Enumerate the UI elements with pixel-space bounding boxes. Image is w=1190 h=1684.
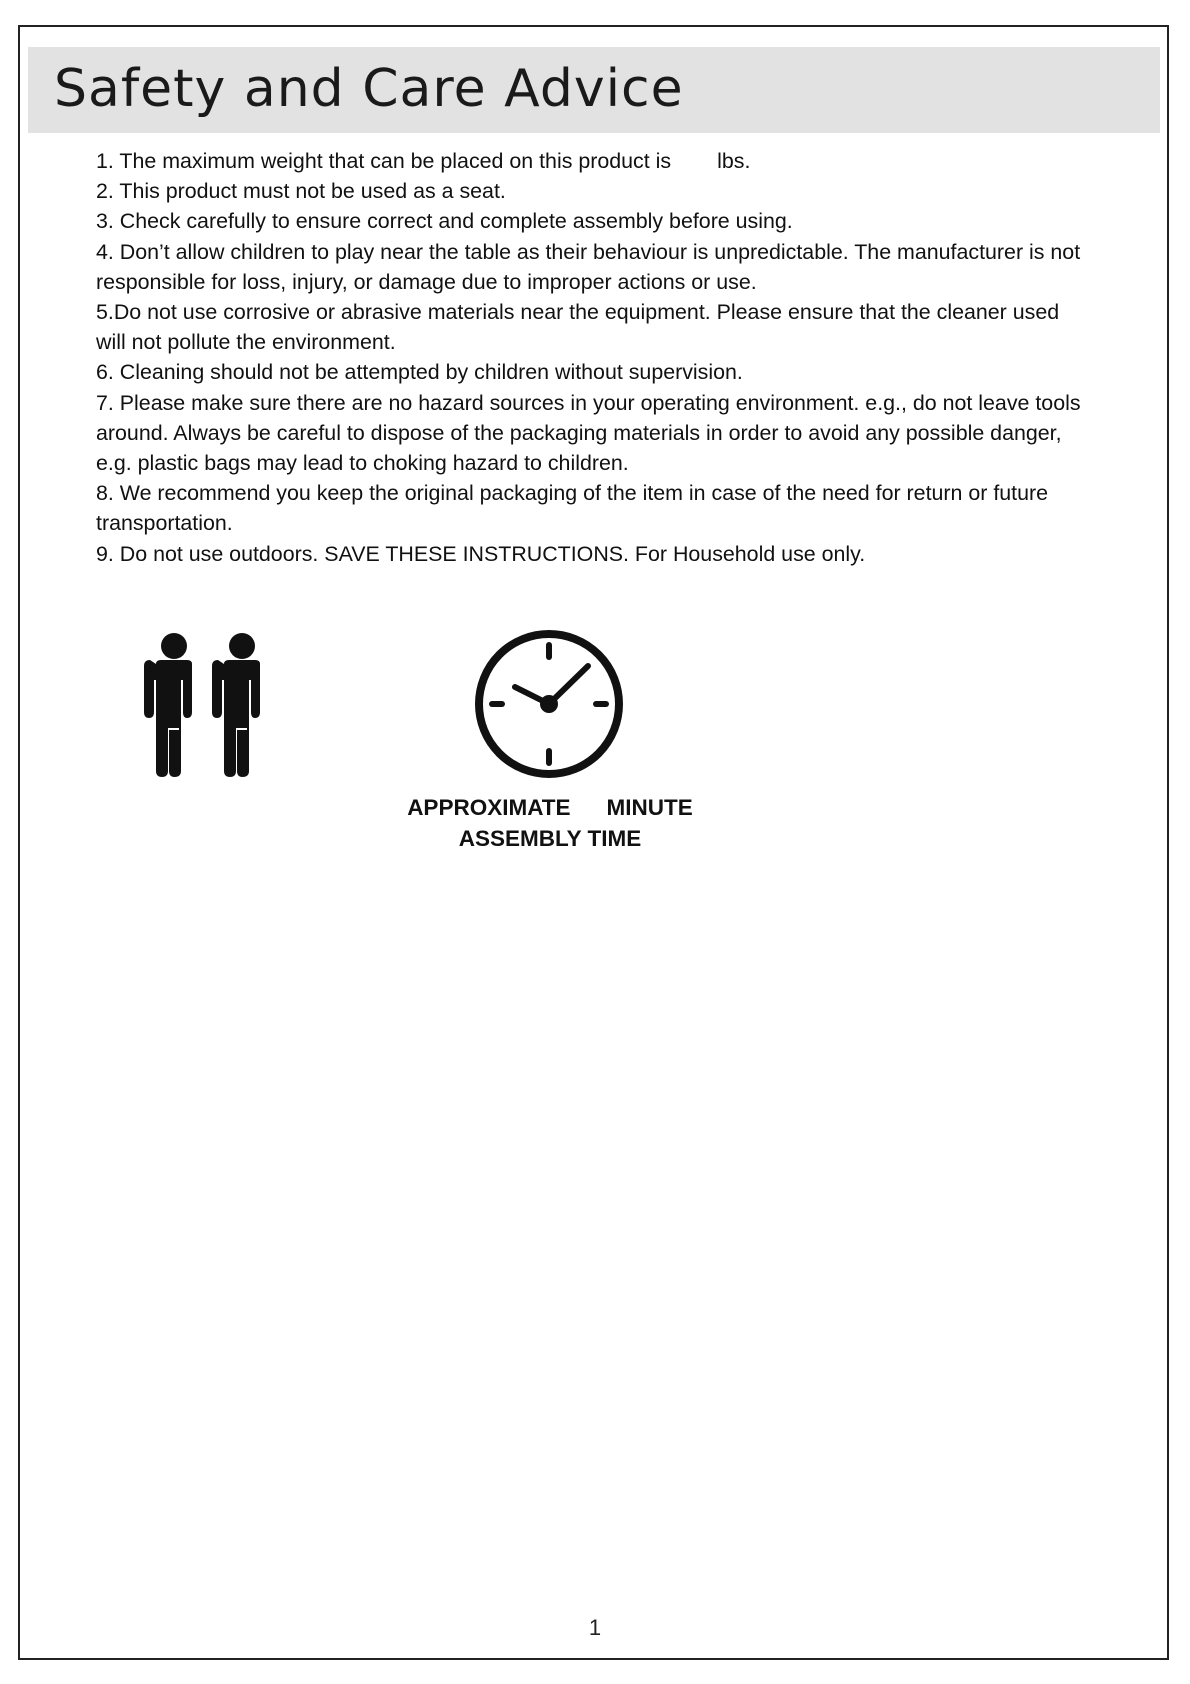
assembly-caption-line-1 <box>380 792 720 823</box>
advice-item-6: 6. Cleaning should not be attempted by children without supervision. <box>96 360 743 385</box>
advice-item-1-text: 1. The maximum weight that can be placed on this product is <box>96 149 672 173</box>
two-people-icon <box>142 632 274 777</box>
assembly-time-caption <box>380 792 720 854</box>
advice-item-9: 9. Do not use outdoors. SAVE THESE INSTRUCTIONS. For Household use only. <box>96 541 866 566</box>
page-title: Safety and Care Advice <box>54 59 684 119</box>
advice-list <box>96 146 1091 569</box>
advice-item-7: 7. Please make sure there are no hazard sources in your operating environment. e.g., do not leave tools around. Always be careful to dispose of the packaging materials in order to avoid any possible danger, e.g. plastic bags may lead to choking hazard to children. <box>96 390 1081 476</box>
advice-item-8: 8. We recommend you keep the original packaging of the item in case of the need for return or future transportation. <box>96 481 1049 536</box>
advice-item-2: 2. This product must not be used as a seat. <box>96 179 506 204</box>
advice-item-4: 4. Don’t allow children to play near the table as their behaviour is unpredictable. The manufacturer is not responsible for loss, injury, or damage due to improper actions or use. <box>96 239 1081 294</box>
minute-label: MINUTE <box>606 795 693 820</box>
approximate-label: APPROXIMATE <box>407 795 571 820</box>
assembly-time-label: ASSEMBLY TIME <box>458 826 642 851</box>
advice-item-5: 5.Do not use corrosive or abrasive materials near the equipment. Please ensure that the cleaner used will not pollute the environment. <box>96 300 1060 355</box>
page-number: 1 <box>588 1615 602 1640</box>
advice-item-1-unit: lbs. <box>717 149 751 173</box>
clock-icon <box>472 627 626 781</box>
title-bar <box>28 47 1160 133</box>
advice-item-3: 3. Check carefully to ensure correct and complete assembly before using. <box>96 209 793 234</box>
advice-item-1 <box>96 146 1091 176</box>
